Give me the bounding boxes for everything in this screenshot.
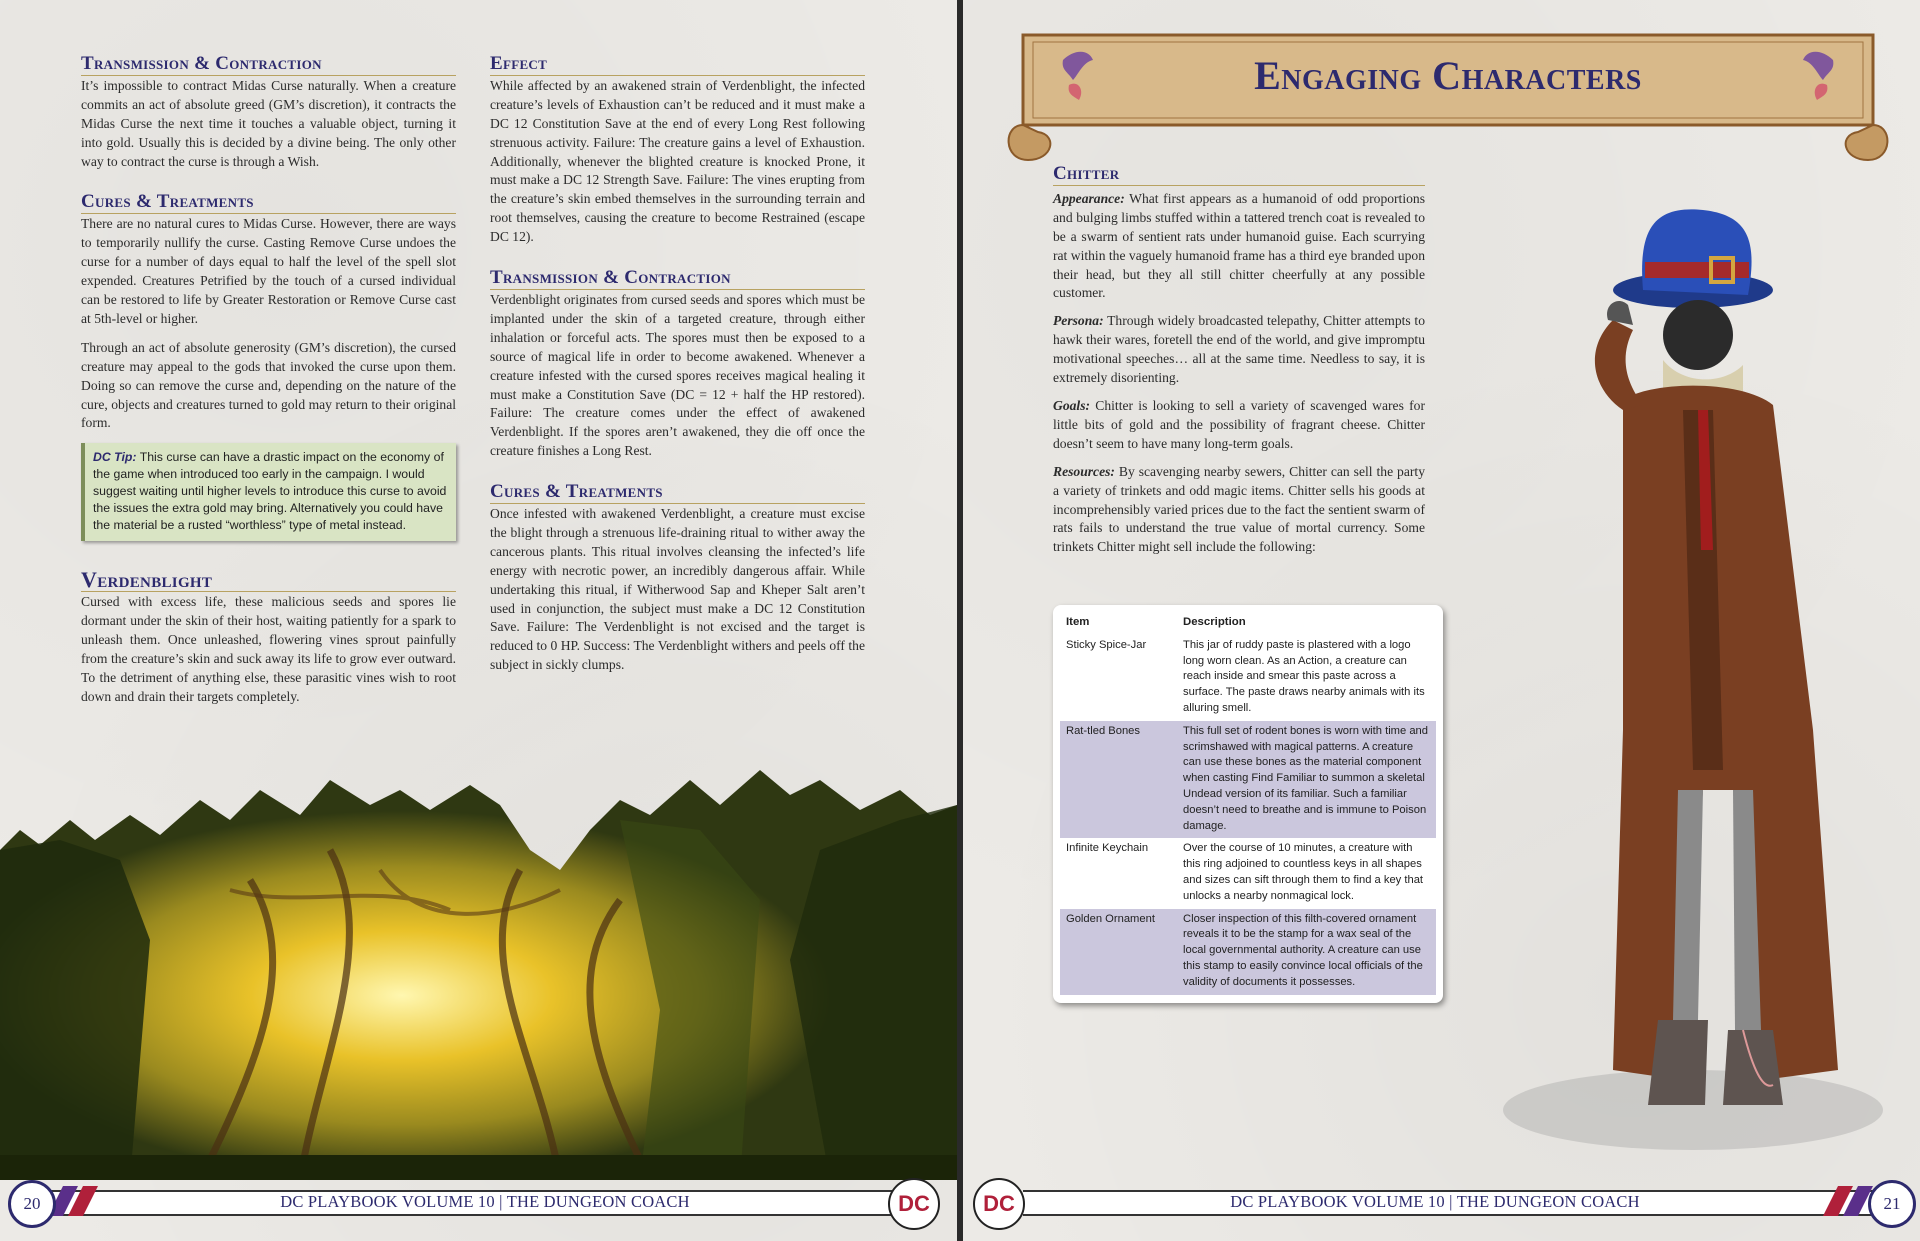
npc-entry-resources [1053,463,1425,558]
page-number: 21 [1868,1180,1916,1228]
section-heading: Effect [490,55,865,76]
npc-entry-goals [1053,397,1425,454]
page-title: Engaging Characters [1254,53,1642,98]
paragraph: Cursed with excess life, these malicious seeds and spores lie dormant under the skin of their host, waiting patiently for a spark to unleash them. Once unleashed, flowering vines sprout painfully from the creature’s skin and suck away its life to grow ever outward. To the detriment of anything else, these parasitic vines wish to root down and drain their targets completely. [81,594,456,704]
tip-text: This curse can have a drastic impact on the economy of the game when introduced too early in the campaign. I would suggest waiting until higher levels to introduce this curse to avoid the issues the extra gold may bring. Alternatively you could have the material be a rusted “worthless” type of metal instead. [93,450,447,533]
section-transmission-verdenblight [490,269,865,461]
section-heading: Cures & Treatments [81,193,456,214]
trinkets-table [1060,611,1436,995]
left-column-2 [490,55,865,697]
section-cures-midas [81,193,456,541]
entry-label: Resources: [1053,463,1115,479]
dc-logo-text: DC [898,1191,930,1216]
table-row [1060,909,1436,995]
column-header-item: Item [1066,616,1090,628]
section-heading: Verdenblight [81,571,456,592]
left-page [0,0,957,1241]
section-transmission-midas [81,55,456,171]
column-header-description: Description [1183,616,1246,628]
description-cell: Closer inspection of this filth-covered ornament reveals it to be the stamp for a wax seal of the local governmental authority. A creature can use this stamp to easily convince local officials of the validity of documents it possesses. [1177,909,1436,995]
entry-text: Through widely broadcasted telepathy, Chitter attempts to hawk their wares, foretell the end of the world, and give impromptu motivational speeches… all at the same time. Needless to say, it is extremely disorienting. [1053,313,1426,386]
dc-logo-left [888,1178,940,1230]
paragraph: Through an act of absolute generosity (GM’s discretion), the cursed creature may appeal to the gods that invoked the curse upon them. Doing so can remove the curse and, depending on the nature of the cure, objects and creatures turned to gold may return to their original form. [81,339,456,431]
trinkets-table-box [1053,605,1443,1003]
item-cell: Rat-tled Bones [1060,721,1177,839]
entry-text: By scavenging nearby sewers, Chitter can sell the party a variety of trinkets and odd magic items. Chitter sells his goods at incomprehensibly varied prices due to the fact the sentient swarm of rats fails to understand the true value of mortal currency. Some trinkets Chitter might sell include the following: [1053,463,1425,555]
paragraph: Verdenblight originates from cursed seeds and spores which must be implanted under the skin of a targeted creature, through either inhalation or forceful acts. The spores must then be exposed to a source of magical life in order to become awakened. Whenever a creature infested with the cursed spores receives magical healing it must make a Constitution Save (DC = 12 + half the HP restored). Failure: The creature comes under the effect of awakened Verdenblight. If the spores aren’t awakened, they die off once the creature finishes a Long Rest. [490,291,865,459]
section-heading: Transmission & Contraction [490,269,865,290]
paragraph: Once infested with awakened Verdenblight, a creature must excise the blight through a strenuous life-draining ritual to wither away the cancerous plants. This ritual involves cleansing the infected’s life energy with necrotic power, an incredibly dangerous affair. While undertaking this ritual, if Witherwood Sap and Kheper Salt aren’t used in conjunction, the subject must make a DC 12 Constitution Save. Failure: The Verdenblight is not excised and the target is reduced to 0 HP. Success: The Verdenblight withers and peels off the subject in sickly clumps. [490,506,865,673]
paragraph: There are no natural cures to Midas Curse. However, there are ways to temporarily nullify the curse. Casting Remove Curse undoes the curse for a number of days equal to half the level of the spell slot expended. Creatures Petrified by the touch of a cursed individual can be restored to life by Greater Restoration or Remove Curse cast at 5th-level or higher. [81,216,456,326]
tip-label: DC Tip: [93,450,137,465]
forest-illustration [0,760,957,1180]
section-heading: Cures & Treatments [490,483,865,504]
section-verdenblight [81,567,456,706]
npc-entry-persona [1053,312,1425,388]
chitter-illustration [1443,170,1893,1170]
left-column-1 [81,55,456,729]
footer-text: DC PLAYBOOK VOLUME 10 | THE DUNGEON COACH [1230,1192,1640,1211]
entry-text: What first appears as a humanoid of odd proportions and bulging limbs stuffed within a tattered trench coat is revealed to be a swarm of sentient rats under humanoid guise. Each scurrying rat within the vaguely humanoid frame has a third eye branded upon their head, but they all still chitter cheerfully at any possible customer. [1053,190,1425,301]
section-heading: Transmission & Contraction [81,55,456,76]
table-row [1060,721,1436,839]
description-cell: This full set of rodent bones is worn with time and scrimshawed with magical patterns. A creature can use these bones as the material component when casting Find Familiar to summon a skeletal Undead version of its familiar. Such a familiar doesn’t need to breathe and is immune to Poison damage. [1177,721,1436,839]
footer-text: DC PLAYBOOK VOLUME 10 | THE DUNGEON COACH [280,1192,690,1211]
dc-logo-right [973,1178,1025,1230]
section-cures-verdenblight [490,483,865,675]
section-effect [490,55,865,247]
description-cell: This jar of ruddy paste is plastered with a logo long worn clean. As an Action, a creature can reach inside and smear this paste across a surface. The paste draws nearby animals with its alluring smell. [1183,638,1425,714]
npc-description [1053,165,1425,566]
description-cell: Over the course of 10 minutes, a creature with this ring adjoined to countless keys in all shapes and sizes can sift through them to find a key that unlocks a nearby nonmagical lock. [1183,842,1424,902]
paragraph: It’s impossible to contract Midas Curse naturally. When a creature commits an act of absolute greed (GM’s discretion), it contracts the Midas Curse the next time it touches a valuable object, turning it into gold. Usually this is decided by a divine being. The only other way to contract the curse is through a Wish. [81,77,456,169]
page-number: 20 [8,1180,56,1228]
dc-logo-text: DC [983,1191,1015,1216]
item-cell: Infinite Keychain [1066,842,1149,855]
dc-tip-box [81,443,456,541]
npc-name: Chitter [1053,165,1425,186]
npc-entry-appearance [1053,190,1425,303]
table-row [1060,838,1436,908]
right-page [963,0,1920,1241]
item-cell: Sticky Spice-Jar [1066,638,1147,651]
paragraph: While affected by an awakened strain of Verdenblight, the infected creature’s levels of Exhaustion can’t be reduced and it must make a DC 12 Constitution Save at the end of every Long Rest following strenuous activity. Failure: The creature gains a level of Exhaustion. Additionally, whenever the blighted creature is knocked Prone, it must make a DC 12 Strength Save. Failure: The vines erupting from the creature’s skin embed themselves in the surrounding terrain and root themselves, causing the creature to become Restrained (escape DC 12). [490,77,865,245]
entry-text: Chitter is looking to sell a variety of scavenged wares for little bits of gold and the possibility of fragrant cheese. Chitter doesn’t seem to have many long-term goals. [1053,397,1425,451]
entry-label: Goals: [1053,397,1091,413]
table-header-row [1060,611,1436,635]
entry-label: Persona: [1053,313,1104,329]
item-cell: Golden Ornament [1060,909,1177,995]
entry-label: Appearance: [1053,190,1125,206]
table-row [1060,635,1436,721]
